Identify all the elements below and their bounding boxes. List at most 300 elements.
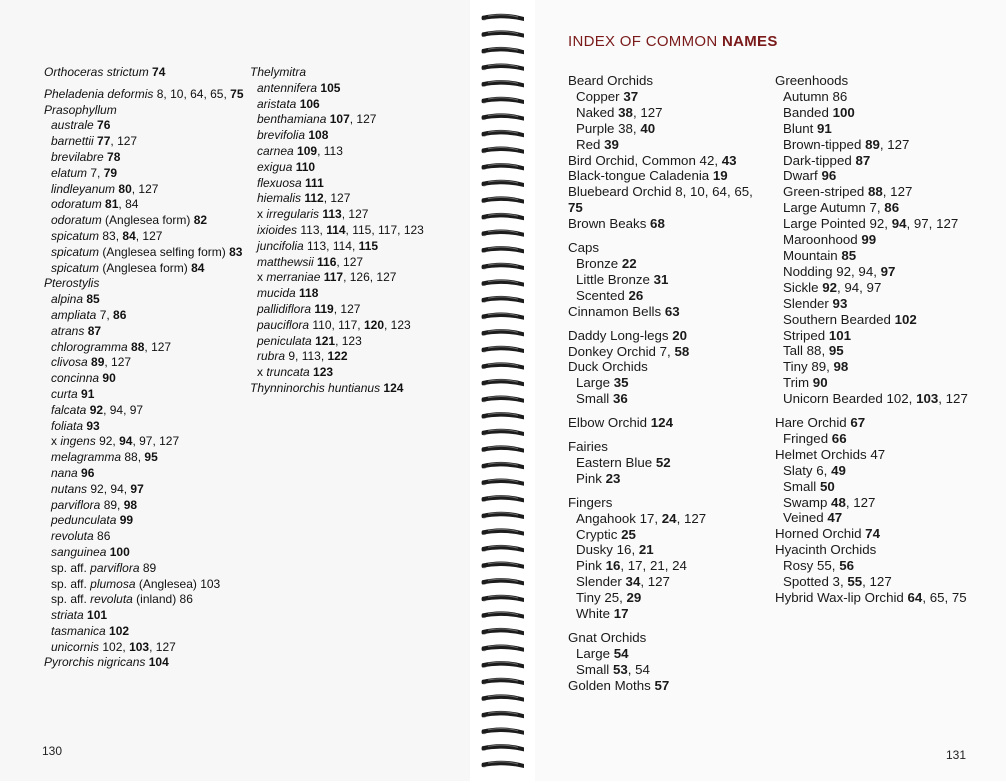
entry-page: 31 — [653, 271, 669, 287]
index-entry — [44, 229, 244, 245]
binding-ring — [481, 80, 524, 87]
entry-name: tasmanica — [51, 623, 106, 638]
entry-page: 84 — [122, 228, 136, 243]
entry-page: 67 — [850, 415, 866, 431]
index-entry — [44, 197, 244, 213]
index-entry — [775, 216, 975, 232]
entry-name: Red — [576, 136, 601, 152]
entry-name: Striped — [783, 327, 826, 343]
entry-page: , 127 — [110, 134, 138, 149]
entry-name: ixioides — [257, 222, 298, 237]
entry-page: 93 — [832, 295, 848, 311]
index-entry — [775, 479, 975, 495]
index-entry — [250, 349, 460, 365]
index-entry — [775, 431, 975, 447]
entry-page: 113 — [322, 207, 342, 222]
index-entry — [568, 216, 763, 232]
entry-page: 86 — [97, 529, 111, 544]
entry-page: 86 — [832, 88, 848, 104]
entry-page: , 17, 21, 24 — [620, 558, 687, 574]
entry-page: 89 — [865, 136, 880, 152]
index-entry — [568, 105, 763, 121]
index-entry — [568, 574, 763, 590]
binding-ring — [481, 379, 524, 386]
entry-name: Pheladenia deformis — [44, 86, 154, 101]
entry-page: 55, — [817, 558, 840, 574]
entry-name: Orthoceras strictum — [44, 65, 149, 79]
entry-name: Scented — [576, 287, 625, 303]
binding-ring — [481, 545, 524, 552]
entry-page: 43 — [721, 152, 737, 168]
entry-page: 112 — [304, 191, 324, 206]
index-entry — [775, 526, 975, 542]
entry-name: Rosy — [783, 558, 814, 574]
entry-name: nutans — [51, 481, 88, 496]
entry-page: 53 — [612, 661, 628, 677]
binding-ring — [481, 495, 524, 502]
index-entry — [250, 112, 460, 128]
entry-page: 64 — [907, 590, 923, 605]
entry-name: Beard Orchids — [568, 73, 653, 88]
entry-name: Hare Orchid — [775, 415, 847, 431]
binding-ring — [481, 761, 524, 768]
entry-page: 96 — [821, 168, 837, 184]
entry-name: Naked — [576, 104, 615, 120]
entry-page: 86 — [179, 592, 193, 607]
entry-name: irregularis — [266, 207, 320, 222]
entry-page: 102 — [894, 311, 917, 327]
entry-name: brevifolia — [257, 128, 306, 143]
entry-page: 52 — [655, 454, 671, 470]
entry-page: 36 — [612, 391, 628, 407]
index-entry — [250, 81, 460, 97]
entry-page: 16 — [605, 558, 621, 574]
entry-page: 95 — [828, 343, 844, 359]
entry-name: aristata — [257, 96, 297, 111]
entry-page: 83, — [102, 228, 123, 243]
entry-name: rubra — [257, 349, 286, 364]
index-entry — [775, 105, 975, 121]
index-entry — [568, 495, 763, 511]
index-entry — [775, 168, 975, 184]
entry-page: 100 — [832, 104, 855, 120]
spiral-binding-rings — [478, 8, 528, 778]
entry-name: Caps — [568, 240, 600, 256]
index-entry — [44, 308, 244, 324]
entry-page: , 127 — [333, 301, 361, 316]
index-entry — [775, 415, 975, 431]
binding-ring — [481, 429, 524, 436]
entry-page: 115 — [358, 238, 379, 253]
entry-page: , 123 — [335, 333, 362, 348]
entry-name: carnea — [257, 143, 294, 158]
index-entry — [250, 223, 460, 239]
index-entry — [568, 678, 763, 694]
entry-page: 34 — [625, 574, 641, 590]
entry-name: curta — [51, 386, 78, 401]
entry-name: Helmet Orchids — [775, 446, 867, 462]
entry-name: pedunculata — [51, 513, 117, 528]
index-entry — [44, 387, 244, 403]
index-entry — [44, 545, 244, 561]
entry-name: White — [576, 606, 610, 622]
index-entry — [775, 184, 975, 200]
entry-page: , 127 — [135, 228, 163, 243]
index-entry — [568, 89, 763, 105]
index-entry — [44, 450, 244, 466]
entry-page: , 127 — [676, 510, 707, 526]
entry-page: 92, 94, — [90, 481, 131, 496]
common-index-column-2 — [775, 73, 975, 606]
binding-ring — [481, 130, 524, 137]
index-entry — [44, 340, 244, 356]
entry-name: Pink — [576, 470, 602, 486]
entry-page: 104 — [148, 655, 169, 670]
entry-page: 81 — [105, 197, 119, 212]
entry-page: 101 — [828, 327, 852, 343]
binding-ring — [481, 180, 524, 187]
index-entry — [44, 498, 244, 514]
entry-page: 86 — [113, 307, 127, 322]
index-entry — [250, 207, 460, 223]
entry-name: melagramma — [51, 450, 122, 465]
entry-page: 84 — [191, 260, 205, 275]
entry-page: 92, — [99, 434, 120, 449]
entry-name: merraniae — [266, 270, 321, 285]
binding-ring — [481, 645, 524, 652]
binding-ring — [481, 47, 524, 54]
index-entry — [44, 355, 244, 371]
entry-name: Slender — [783, 295, 829, 311]
entry-name: Bird Orchid, Common — [568, 152, 696, 168]
index-entry — [775, 232, 975, 248]
index-entry — [568, 558, 763, 574]
entry-page: 38 — [618, 104, 633, 120]
entry-name: Mountain — [783, 247, 838, 263]
entry-name: antennifera — [257, 80, 318, 95]
entry-page: 102, — [886, 391, 917, 407]
entry-page: 87 — [855, 152, 871, 168]
entry-page: 98 — [123, 497, 138, 512]
entry-page: 108 — [308, 128, 329, 143]
entry-page: , 127 — [341, 207, 369, 222]
entry-name: Donkey Orchid — [568, 343, 656, 359]
index-entry — [250, 65, 460, 81]
index-entry — [250, 365, 460, 381]
index-entry — [568, 606, 763, 622]
entry-page: 103 — [129, 639, 150, 654]
entry-page: 110, 117, — [312, 317, 364, 332]
entry-page: , 65, 75 — [922, 590, 967, 605]
index-entry — [568, 256, 763, 272]
entry-name: pauciflora — [257, 317, 310, 332]
entry-name: Tiny — [783, 359, 808, 375]
index-entry — [775, 590, 975, 606]
entry-name: Trim — [783, 375, 810, 391]
entry-page: 6, — [816, 462, 832, 478]
entry-page: 39 — [604, 136, 619, 152]
binding-ring — [481, 678, 524, 685]
entry-name: Prasophyllum — [44, 102, 117, 117]
binding-ring — [481, 263, 524, 270]
entry-page: 91 — [81, 386, 95, 401]
entry-page: 102 — [109, 623, 130, 638]
index-entry — [568, 288, 763, 304]
entry-page: 118 — [299, 286, 319, 301]
entry-name: parviflora — [90, 560, 140, 575]
index-entry — [250, 334, 460, 350]
index-entry — [44, 624, 244, 640]
entry-page: 57 — [654, 677, 670, 693]
entry-page: 55 — [847, 574, 863, 590]
entry-page: 25 — [621, 526, 636, 542]
entry-page: 88, — [806, 343, 829, 359]
entry-name: spicatum — [51, 244, 100, 259]
index-entry — [44, 261, 244, 277]
entry-name: Fairies — [568, 439, 608, 455]
entry-page: , 127 — [323, 191, 351, 206]
entry-page: , 127 — [879, 136, 910, 152]
entry-name: Small — [576, 661, 610, 677]
entry-name: mucida — [257, 286, 296, 301]
binding-ring — [481, 412, 524, 419]
entry-name: Copper — [576, 88, 620, 104]
index-entry — [250, 239, 460, 255]
entry-name: Dark-tipped — [783, 152, 852, 168]
entry-page: 103 — [916, 391, 939, 407]
index-entry — [775, 447, 975, 463]
index-entry — [44, 245, 244, 261]
index-entry — [44, 182, 244, 198]
entry-name: Brown-tipped — [783, 136, 862, 152]
entry-page: 48 — [831, 494, 846, 510]
entry-name: spicatum — [51, 228, 100, 243]
index-entry — [568, 511, 763, 527]
index-entry — [44, 561, 244, 577]
index-entry — [775, 375, 975, 391]
entry-name: Elbow Orchid — [568, 415, 648, 431]
index-entry — [568, 662, 763, 678]
index-entry — [775, 121, 975, 137]
entry-name: Banded — [783, 104, 829, 120]
entry-page: 119 — [314, 301, 334, 316]
entry-page: 89 — [142, 560, 157, 575]
entry-name: Nodding — [783, 263, 833, 279]
entry-name: ampliata — [51, 307, 97, 322]
entry-name: ingens — [60, 434, 96, 449]
entry-page: 89 — [91, 355, 105, 370]
entry-page: 111 — [305, 175, 324, 190]
index-entry — [250, 97, 460, 113]
entry-page: 47 — [870, 446, 886, 462]
entry-page: 47 — [827, 510, 843, 526]
entry-qualifier: (Anglesea) — [135, 576, 201, 591]
entry-page: , 127 — [640, 574, 670, 590]
entry-name: exigua — [257, 159, 293, 174]
entry-prefix: x — [257, 365, 267, 380]
entry-page: 88 — [868, 184, 883, 200]
entry-name: alpina — [51, 292, 84, 307]
index-entry — [44, 466, 244, 482]
binding-ring — [481, 445, 524, 452]
entry-page: 117 — [323, 270, 344, 285]
binding-ring — [481, 329, 524, 336]
entry-name: Large Pointed — [783, 216, 866, 232]
binding-ring — [481, 711, 524, 718]
entry-page: 121 — [315, 333, 336, 348]
entry-name: Swamp — [783, 494, 828, 510]
index-entry — [775, 73, 975, 89]
index-entry — [44, 276, 244, 292]
index-entry — [775, 153, 975, 169]
entry-page: 92 — [89, 402, 104, 417]
index-entry — [568, 121, 763, 137]
entry-page: 17, — [639, 510, 662, 526]
entry-page: 88, — [124, 450, 145, 465]
entry-page: 40 — [640, 120, 656, 136]
entry-page: 8, 10, 64, 65, — [675, 184, 753, 200]
entry-page: 92, 94, — [836, 263, 881, 279]
entry-name: Fingers — [568, 494, 613, 510]
entry-name: Golden Moths — [568, 677, 651, 693]
entry-name: Eastern Blue — [576, 454, 653, 470]
entry-page: 99 — [119, 513, 134, 528]
index-entry — [44, 118, 244, 134]
index-entry — [44, 403, 244, 419]
entry-prefix: sp. aff. — [51, 560, 91, 575]
index-entry — [44, 371, 244, 387]
entry-name: Maroonhood — [783, 232, 858, 248]
entry-name: Autumn — [783, 88, 829, 104]
entry-page: 77 — [97, 134, 111, 149]
entry-name: Dwarf — [783, 168, 818, 184]
index-entry — [775, 510, 975, 526]
entry-name: revoluta — [51, 529, 94, 544]
entry-name: Large — [576, 375, 611, 391]
scientific-index-column-2 — [250, 65, 460, 397]
binding-ring — [481, 196, 524, 203]
index-entry — [44, 482, 244, 498]
entry-page: 123 — [313, 365, 334, 380]
index-entry — [568, 590, 763, 606]
index-entry — [44, 592, 244, 608]
index-entry — [775, 312, 975, 328]
scientific-index-column-1 — [44, 65, 244, 671]
entry-page: 102, — [102, 639, 130, 654]
binding-ring — [481, 213, 524, 220]
entry-prefix: x — [257, 207, 267, 222]
index-entry — [775, 296, 975, 312]
entry-page: 21 — [638, 542, 654, 558]
entry-name: Fringed — [783, 430, 829, 446]
entry-name: Southern Bearded — [783, 311, 891, 327]
entry-page: , 127 — [149, 639, 176, 654]
entry-name: Brown Beaks — [568, 216, 647, 232]
entry-prefix: sp. aff. — [51, 576, 91, 591]
index-entry — [568, 527, 763, 543]
entry-page: 90 — [102, 371, 116, 386]
binding-ring — [481, 296, 524, 303]
entry-name: Greenhoods — [775, 73, 849, 88]
entry-name: striata — [51, 608, 84, 623]
entry-page: 24 — [661, 510, 677, 526]
entry-page: 89, — [103, 497, 124, 512]
index-entry — [568, 439, 763, 455]
index-entry — [44, 166, 244, 182]
entry-page: 76 — [97, 118, 111, 133]
entry-page: 80 — [118, 181, 132, 196]
index-entry — [250, 255, 460, 271]
entry-name: Slender — [576, 574, 622, 590]
index-entry — [250, 270, 460, 286]
entry-page: 74 — [152, 65, 166, 79]
entry-page: 83 — [229, 244, 243, 259]
entry-name: lindleyanum — [51, 181, 116, 196]
entry-page: 93 — [86, 418, 100, 433]
entry-name: australe — [51, 118, 94, 133]
entry-name: Unicorn Bearded — [783, 391, 883, 407]
index-entry — [775, 495, 975, 511]
index-entry — [44, 87, 244, 103]
entry-name: revoluta — [90, 592, 133, 607]
entry-page: , 126, 127 — [343, 270, 397, 285]
binding-ring — [481, 694, 524, 701]
entry-qualifier: (Anglesea selfing form) — [99, 244, 230, 259]
binding-ring — [481, 346, 524, 353]
entry-page: 42, — [699, 152, 722, 168]
index-entry — [568, 184, 763, 216]
entry-name: hiemalis — [257, 191, 302, 206]
entry-name: Gnat Orchids — [568, 630, 647, 645]
index-entry — [568, 344, 763, 360]
binding-ring — [481, 230, 524, 237]
entry-page: 100 — [109, 544, 130, 559]
entry-page: 26 — [628, 287, 644, 303]
entry-name: Dusky — [576, 542, 613, 558]
entry-page: 89, — [811, 359, 834, 375]
entry-page: , 123 — [384, 317, 411, 332]
entry-page: , 127 — [938, 391, 968, 407]
entry-page: , 127 — [131, 181, 159, 196]
entry-name: unicornis — [51, 639, 100, 654]
entry-page: 58 — [674, 343, 690, 359]
index-entry — [775, 558, 975, 574]
index-entry — [775, 89, 975, 105]
index-entry — [568, 137, 763, 153]
index-entry — [568, 471, 763, 487]
index-entry — [568, 168, 763, 184]
index-entry — [568, 455, 763, 471]
entry-page: 107 — [329, 112, 350, 127]
index-entry — [44, 292, 244, 308]
binding-ring — [481, 313, 524, 320]
index-entry — [250, 318, 460, 334]
entry-page: 7, — [90, 165, 104, 180]
entry-page: 122 — [327, 349, 348, 364]
entry-page: 78 — [107, 149, 121, 164]
entry-name: Angahook — [576, 510, 636, 526]
entry-name: Green-striped — [783, 184, 865, 200]
index-entry — [44, 529, 244, 545]
entry-name: atrans — [51, 323, 85, 338]
entry-page: 66 — [831, 430, 847, 446]
entry-page: , 127 — [336, 254, 364, 269]
entry-page: , 127 — [349, 112, 377, 127]
entry-page: , 127 — [862, 574, 892, 590]
binding-ring — [481, 462, 524, 469]
entry-page: 92, — [869, 216, 892, 232]
entry-name: Pterostylis — [44, 276, 100, 291]
